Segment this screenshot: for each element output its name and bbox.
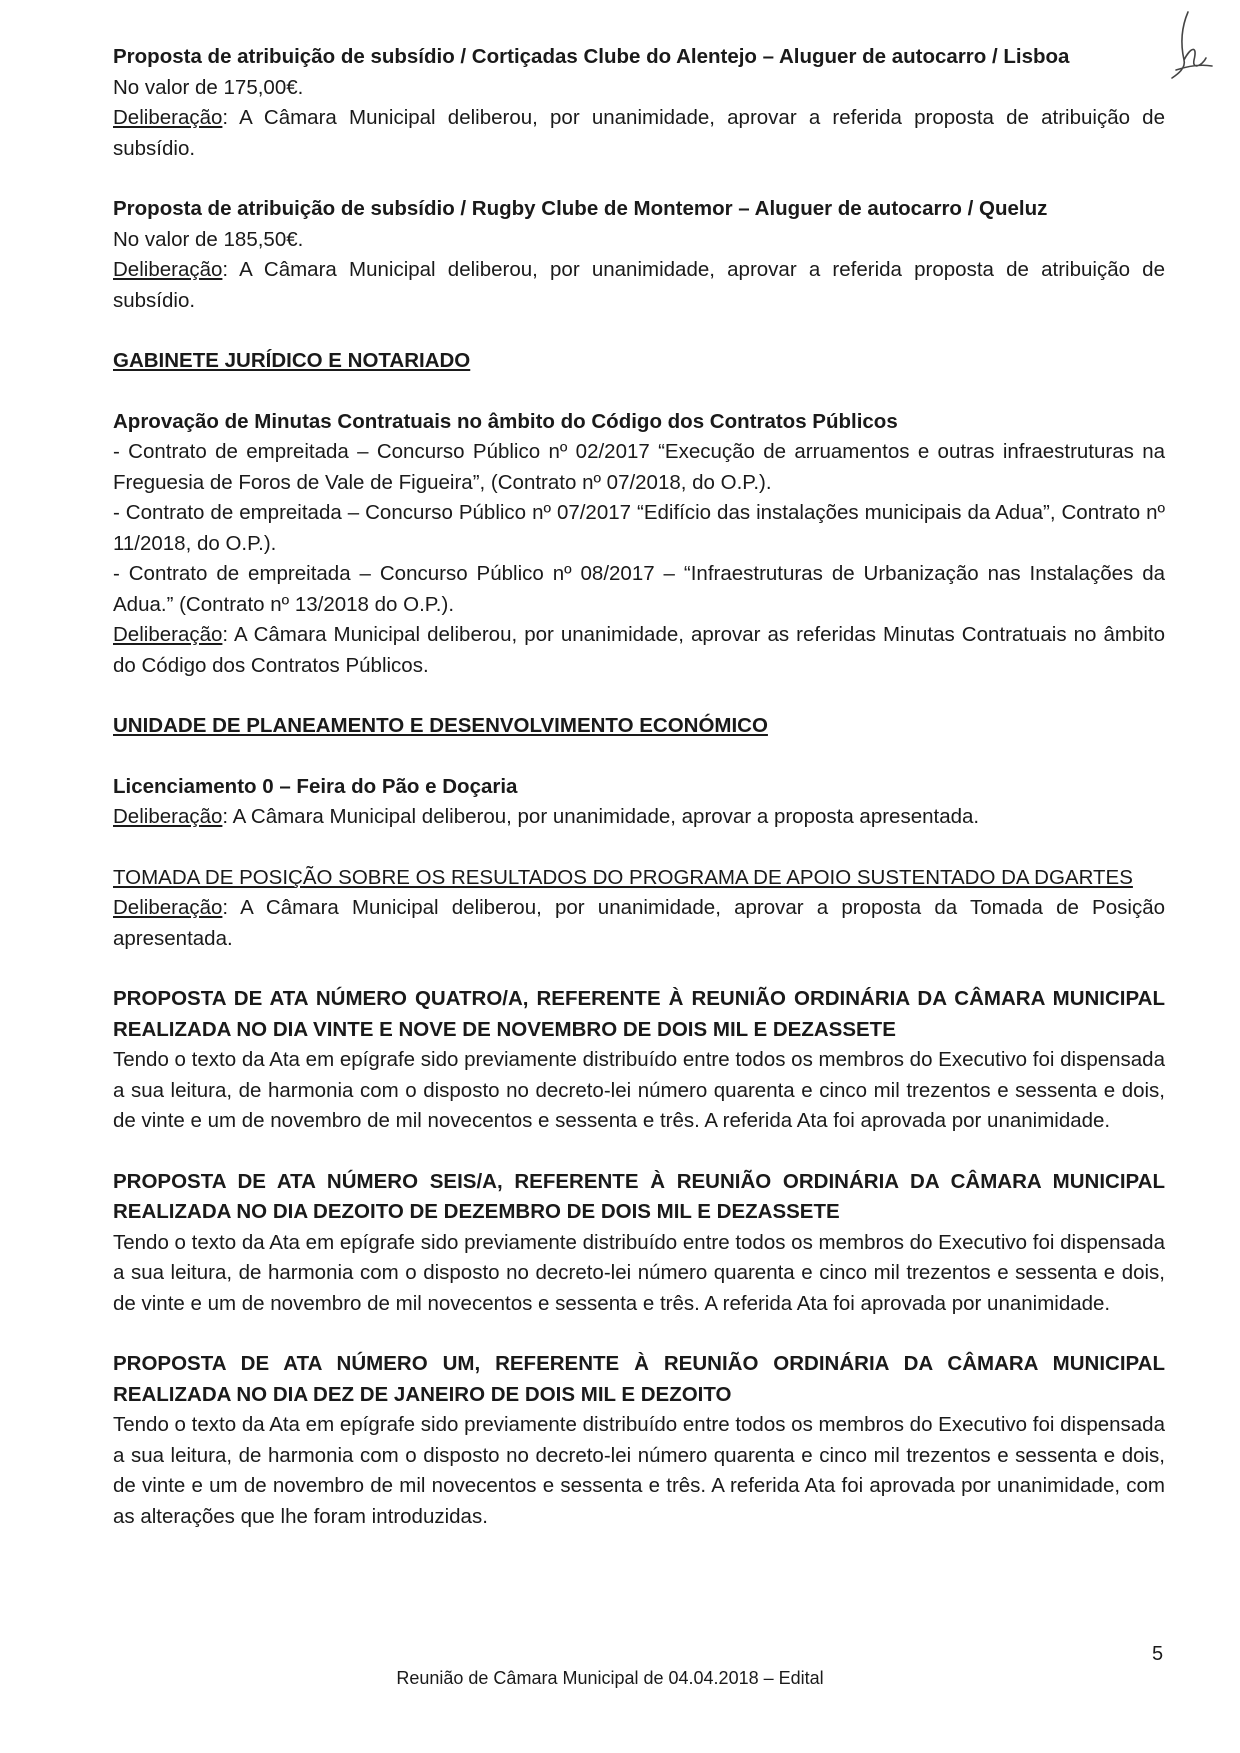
contract-item: - Contrato de empreitada – Concurso Público nº 02/2017 “Execução de arruamentos e outras infraestruturas na Freguesia de Foros de Vale de Figueira”, (Contrato nº 07/2018, do O.P.). [113, 440, 1165, 494]
deliberation-paragraph [113, 255, 1165, 316]
handwritten-signature [1158, 8, 1218, 88]
section-heading-tomada: TOMADA DE POSIÇÃO SOBRE OS RESULTADOS DO PROGRAMA DE APOIO SUSTENTADO DA DGARTES [113, 865, 1133, 889]
subsidy-proposal-title: Proposta de atribuição de subsídio / Cortiçadas Clube do Alentejo – Aluguer de autocarro / Lisboa [113, 45, 1070, 68]
page-footer [0, 1668, 1240, 1689]
deliberation-label: Deliberação [113, 106, 223, 129]
minutes-proposal-title: PROPOSTA DE ATA NÚMERO SEIS/A, REFERENTE À REUNIÃO ORDINÁRIA DA CÂMARA MUNICIPAL REALIZADA NO DIA DEZOITO DE DEZEMBRO DE DOIS MIL E DEZASSETE [113, 1169, 1165, 1223]
deliberation-text: : A Câmara Municipal deliberou, por unanimidade, aprovar a referida proposta de atribuição de subsídio. [113, 106, 1165, 160]
minutes-proposal-body: Tendo o texto da Ata em epígrafe sido previamente distribuído entre todos os membros do Executivo foi dispensada a sua leitura, de harmonia com o disposto no decreto-lei número quarenta e cinco mil trezentos e sessenta e dois, de vinte e um de novembro de mil novecentos e sessenta e três. A referida Ata foi aprovada por unanimidade. [113, 1230, 1165, 1315]
deliberation-text: : A Câmara Municipal deliberou, por unanimidade, aprovar a proposta da Tomada de Posição apresentada. [113, 896, 1165, 950]
contracts-subheading: Aprovação de Minutas Contratuais no âmbito do Código dos Contratos Públicos [113, 409, 898, 433]
deliberation-label: Deliberação [113, 623, 223, 646]
subsidy-proposal-title: Proposta de atribuição de subsídio / Rugby Clube de Montemor – Aluguer de autocarro / Queluz [113, 197, 1048, 220]
deliberation-label: Deliberação [113, 805, 223, 828]
minutes-proposal-title: PROPOSTA DE ATA NÚMERO QUATRO/A, REFERENTE À REUNIÃO ORDINÁRIA DA CÂMARA MUNICIPAL REALIZADA NO DIA VINTE E NOVE DE NOVEMBRO DE DOIS MIL E DEZASSETE [113, 987, 1165, 1041]
deliberation-label: Deliberação [113, 258, 223, 281]
subsidy-value: No valor de 185,50€. [113, 227, 304, 251]
deliberation-text: : A Câmara Municipal deliberou, por unanimidade, aprovar as referidas Minutas Contratuais no âmbito do Código dos Contratos Públicos. [113, 623, 1165, 677]
contract-item: - Contrato de empreitada – Concurso Público nº 07/2017 “Edifício das instalações municipais da Adua”, Contrato nº 11/2018, do O.P.). [113, 501, 1165, 555]
deliberation-paragraph [113, 802, 1165, 833]
deliberation-text: : A Câmara Municipal deliberou, por unanimidade, aprovar a referida proposta de atribuição de subsídio. [113, 258, 1165, 312]
contract-item: - Contrato de empreitada – Concurso Público nº 08/2017 – “Infraestruturas de Urbanização nas Instalações da Adua.” (Contrato nº 13/2018 do O.P.). [113, 562, 1165, 616]
section-heading-planeamento: UNIDADE DE PLANEAMENTO E DESENVOLVIMENTO ECONÓMICO [113, 714, 768, 737]
minutes-proposal-title: PROPOSTA DE ATA NÚMERO UM, REFERENTE À REUNIÃO ORDINÁRIA DA CÂMARA MUNICIPAL REALIZADA NO DIA DEZ DE JANEIRO DE DOIS MIL E DEZOITO [113, 1352, 1165, 1406]
deliberation-paragraph [113, 893, 1165, 954]
deliberation-paragraph [113, 103, 1165, 164]
deliberation-paragraph [113, 620, 1165, 681]
section-heading-gabinete: GABINETE JURÍDICO E NOTARIADO [113, 349, 471, 372]
minutes-proposal-body: Tendo o texto da Ata em epígrafe sido previamente distribuído entre todos os membros do Executivo foi dispensada a sua leitura, de harmonia com o disposto no decreto-lei número quarenta e cinco mil trezentos e sessenta e dois, de vinte e um de novembro de mil novecentos e sessenta e três. A referida Ata foi aprovada por unanimidade. [113, 1048, 1165, 1132]
page-number: 5 [1152, 1643, 1164, 1665]
subsidy-value: No valor de 175,00€. [113, 75, 304, 99]
deliberation-text: : A Câmara Municipal deliberou, por unanimidade, aprovar a proposta apresentada. [222, 805, 980, 828]
deliberation-label: Deliberação [113, 896, 223, 919]
document-body [113, 42, 1165, 1532]
licensing-subheading: Licenciamento 0 – Feira do Pão e Doçaria [113, 774, 518, 798]
minutes-proposal-body: Tendo o texto da Ata em epígrafe sido previamente distribuído entre todos os membros do Executivo foi dispensada a sua leitura, de harmonia com o disposto no decreto-lei número quarenta e cinco mil trezentos e sessenta e dois, de vinte e um de novembro de mil novecentos e sessenta e três. A referida Ata foi aprovada por unanimidade, com as alterações que lhe foram introduzidas. [113, 1413, 1165, 1528]
footer-text: Reunião de Câmara Municipal de 04.04.2018 – Edital [396, 1668, 824, 1688]
